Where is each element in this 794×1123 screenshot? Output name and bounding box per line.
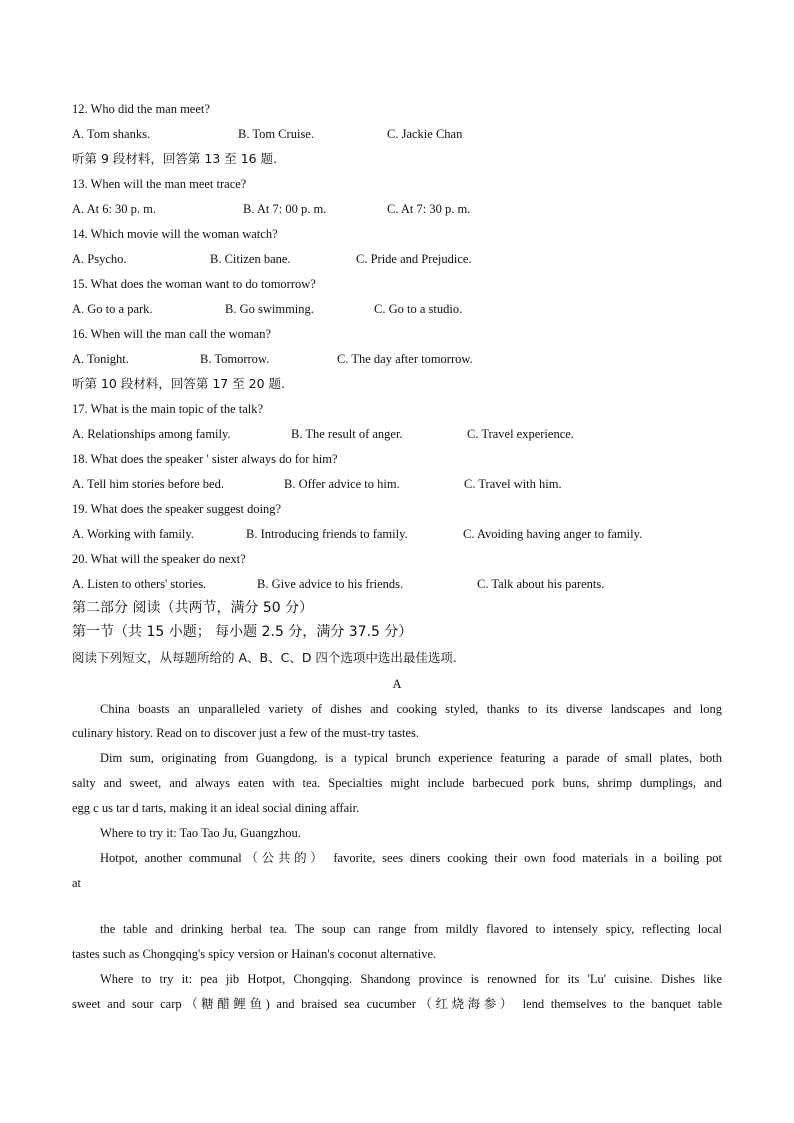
instruction-section-10: 听第 10 段材料，回答第 17 至 20 题. (72, 376, 286, 391)
question-19-stem: 19. What does the speaker suggest doing? (72, 502, 282, 516)
passage-line: egg c us tar d tarts, making it an ideal social dining affair. (72, 801, 360, 815)
question-15-stem: 15. What does the woman want to do tomorrow? (72, 277, 316, 291)
where-to-try-line: Where to try it: Tao Tao Ju, Guangzhou. (100, 826, 301, 840)
question-12-stem: 12. Who did the man meet? (72, 102, 210, 116)
part-two-heading: 第二部分 阅读（共两节，满分 50 分） (72, 600, 314, 616)
passage-line: China boasts an unparalleled variety of dishes and cooking styled, thanks to its diverse landscapes and long (100, 702, 722, 716)
question-18-option-a: A. Tell him stories before bed. (72, 477, 224, 491)
question-13-option-b: B. At 7: 00 p. m. (243, 202, 327, 216)
question-19-option-c: C. Avoiding having anger to family. (463, 527, 643, 541)
passage-line: sweet and sour carp（糖醋鲤鱼) and braised sea cucumber（红烧海参） lend themselves to the banquet table (72, 997, 722, 1011)
passage-line: Hotpot, another communal（公共的） favorite, sees diners cooking their own food materials in a boiling pot (100, 851, 722, 865)
passage-line: culinary history. Read on to discover just a few of the must-try tastes. (72, 726, 420, 740)
question-15-option-b: B. Go swimming. (225, 302, 314, 316)
question-12-option-b: B. Tom Cruise. (238, 127, 314, 141)
question-17-option-c: C. Travel experience. (467, 427, 574, 441)
question-16-option-a: A. Tonight. (72, 352, 129, 366)
question-16-stem: 16. When will the man call the woman? (72, 327, 272, 341)
reading-instruction: 阅读下列短文，从每题所给的 A、B、C、D 四个选项中选出最佳选项. (72, 650, 457, 665)
question-20-option-c: C. Talk about his parents. (477, 577, 605, 591)
question-13-stem: 13. When will the man meet trace? (72, 177, 247, 191)
passage-line: Dim sum, originating from Guangdong, is a typical brunch experience featuring a parade of small plates, both (100, 751, 722, 765)
passage-line: at (72, 876, 82, 890)
question-13-option-a: A. At 6: 30 p. m. (72, 202, 157, 216)
question-17-option-a: A. Relationships among family. (72, 427, 231, 441)
question-19-option-a: A. Working with family. (72, 527, 194, 541)
question-17-option-b: B. The result of anger. (291, 427, 403, 441)
passage-label: A (392, 677, 402, 691)
question-15-option-c: C. Go to a studio. (374, 302, 463, 316)
question-12-option-c: C. Jackie Chan (387, 127, 463, 141)
question-16-option-b: B. Tomorrow. (200, 352, 270, 366)
instruction-section-9: 听第 9 段材料，回答第 13 至 16 题. (72, 151, 278, 166)
passage-line: the table and drinking herbal tea. The soup can range from mildly flavored to intensely spicy, reflecting local (100, 922, 722, 936)
passage-line: Where to try it: pea jib Hotpot, Chongqing. Shandong province is renowned for its 'Lu' cuisine. Dishes like (100, 972, 722, 986)
section-one-heading: 第一节（共 15 小题； 每小题 2.5 分，满分 37.5 分） (72, 624, 413, 640)
question-18-option-c: C. Travel with him. (464, 477, 562, 491)
question-14-option-b: B. Citizen bane. (210, 252, 291, 266)
question-13-option-c: C. At 7: 30 p. m. (387, 202, 471, 216)
question-18-stem: 18. What does the speaker ' sister always do for him? (72, 452, 338, 466)
question-20-stem: 20. What will the speaker do next? (72, 552, 246, 566)
question-20-option-a: A. Listen to others' stories. (72, 577, 207, 591)
question-20-option-b: B. Give advice to his friends. (257, 577, 404, 591)
question-19-option-b: B. Introducing friends to family. (246, 527, 408, 541)
passage-line: tastes such as Chongqing's spicy version or Hainan's coconut alternative. (72, 947, 437, 961)
question-18-option-b: B. Offer advice to him. (284, 477, 400, 491)
question-14-option-a: A. Psycho. (72, 252, 127, 266)
question-14-stem: 14. Which movie will the woman watch? (72, 227, 278, 241)
question-15-option-a: A. Go to a park. (72, 302, 153, 316)
passage-line: salty and sweet, and always eaten with tea. Specialties might include barbecued pork buns, shrimp dumplings, and (72, 776, 722, 790)
question-17-stem: 17. What is the main topic of the talk? (72, 402, 264, 416)
question-16-option-c: C. The day after tomorrow. (337, 352, 473, 366)
question-14-option-c: C. Pride and Prejudice. (356, 252, 472, 266)
question-12-option-a: A. Tom shanks. (72, 127, 151, 141)
